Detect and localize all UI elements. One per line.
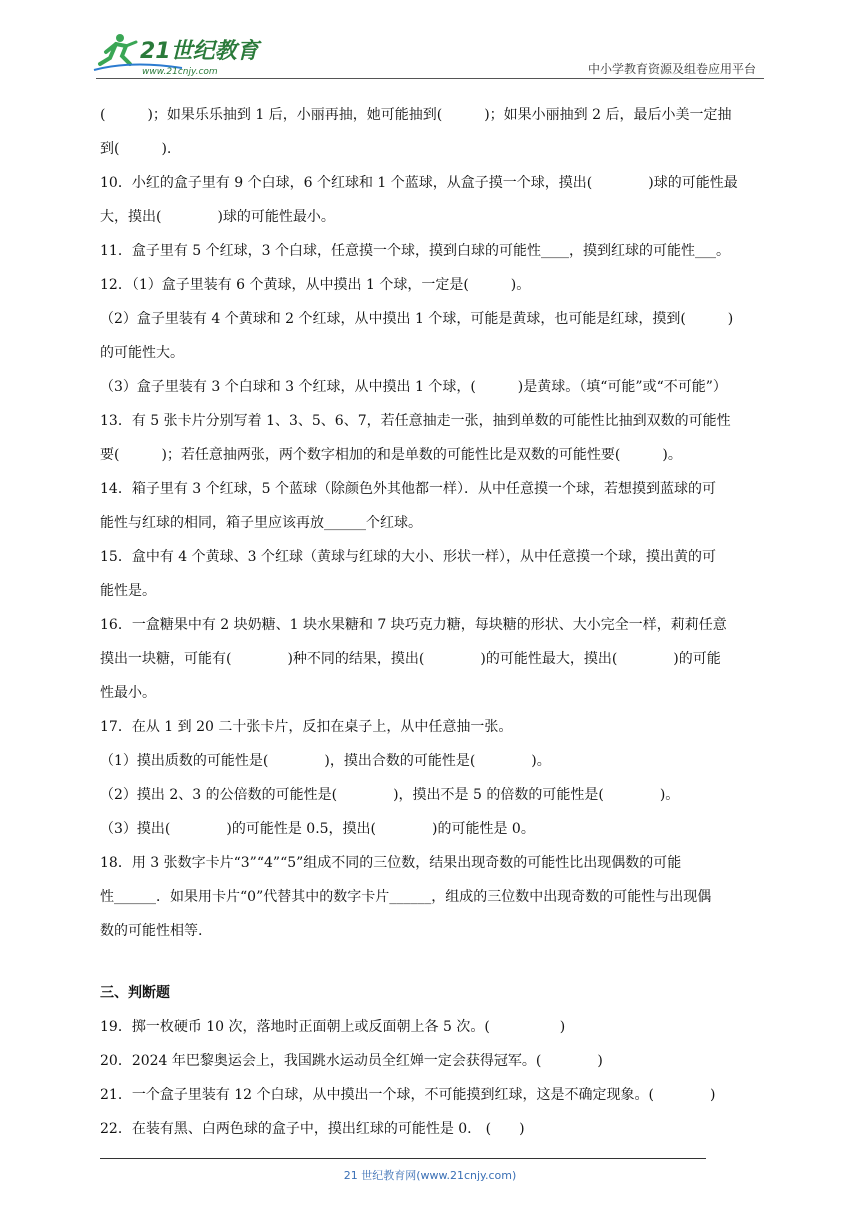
text-line: 16．一盒糖果中有 2 块奶糖、1 块水果糖和 7 块巧克力糖，每块糖的形状、大小完全一样，莉莉任意 xyxy=(100,617,727,633)
header-divider xyxy=(96,78,764,79)
text-line: 性最小。 xyxy=(100,685,156,701)
logo-title: 21世纪教育 xyxy=(140,39,259,64)
text-line: （1）摸出质数的可能性是( )，摸出合数的可能性是( )。 xyxy=(100,753,551,769)
text-line: 能性是。 xyxy=(100,583,156,599)
text-line: 13．有 5 张卡片分别写着 1、3、5、6、7，若任意抽走一张，抽到单数的可能性比抽到双数的可能性 xyxy=(100,413,731,429)
text-line: 14．箱子里有 3 个红球，5 个蓝球（除颜色外其他都一样）．从中任意摸一个球，若想摸到蓝球的可 xyxy=(100,481,716,497)
text-line: 到( ). xyxy=(100,141,172,157)
text-line: 摸出一块糖，可能有( )种不同的结果，摸出( )的可能性最大，摸出( )的可能 xyxy=(100,651,721,667)
footer-link[interactable]: 21 世纪教育网(www.21cnjy.com) xyxy=(343,1169,517,1182)
page-header xyxy=(0,0,860,90)
text-line: 18．用 3 张数字卡片“3”“4”“5”组成不同的三位数，结果出现奇数的可能性比出现偶数的可能 xyxy=(100,855,682,871)
text-line: 10．小红的盒子里有 9 个白球，6 个红球和 1 个蓝球，从盒子摸一个球，摸出( )球的可能性最 xyxy=(100,175,738,191)
logo xyxy=(92,30,262,78)
text-line: （3）摸出( )的可能性是 0.5，摸出( )的可能性是 0。 xyxy=(100,821,535,837)
judge-line: 19．掷一枚硬币 10 次，落地时正面朝上或反面朝上各 5 次。( ) xyxy=(100,1019,566,1035)
judge-line: 22．在装有黑、白两色球的盒子中，摸出红球的可能性是 0. ( ) xyxy=(100,1121,525,1137)
question-content xyxy=(100,98,764,1146)
text-line: （2）盒子里装有 4 个黄球和 2 个红球，从中摸出 1 个球，可能是黄球，也可能是红球，摸到( ) xyxy=(100,311,734,327)
text-line: 17．在从 1 到 20 二十张卡片，反扣在桌子上，从中任意抽一张。 xyxy=(100,719,513,735)
text-line: 大，摸出( )球的可能性最小。 xyxy=(100,209,335,225)
text-line: ( )；如果乐乐抽到 1 后，小丽再抽，她可能抽到( )；如果小丽抽到 2 后，最后小美一定抽 xyxy=(100,107,732,123)
section-title: 三、判断题 xyxy=(100,985,170,1001)
judge-line: 20．2024 年巴黎奥运会上，我国跳水运动员全红婵一定会获得冠军。( ) xyxy=(100,1053,603,1069)
text-line: （3）盒子里装有 3 个白球和 3 个红球，从中摸出 1 个球，( )是黄球。（填“可能”或“不可能”） xyxy=(100,379,727,395)
text-line: 性______．如果用卡片“0”代替其中的数字卡片______，组成的三位数中出现奇数的可能性与出现偶 xyxy=(100,889,712,905)
text-line: 15．盒中有 4 个黄球、3 个红球（黄球与红球的大小、形状一样），从中任意摸一个球，摸出黄的可 xyxy=(100,549,716,565)
text-line: 12．（1）盒子里装有 6 个黄球，从中摸出 1 个球，一定是( )。 xyxy=(100,277,531,293)
text-line: 要( )；若任意抽两张，两个数字相加的和是单数的可能性比是双数的可能性要( )。 xyxy=(100,447,682,463)
text-line: 能性与红球的相同，箱子里应该再放______个红球。 xyxy=(100,515,422,531)
footer-divider xyxy=(100,1158,706,1159)
text-line: 数的可能性相等. xyxy=(100,923,203,939)
platform-label: 中小学教育资源及组卷应用平台 xyxy=(587,62,756,76)
text-line: （2）摸出 2、3 的公倍数的可能性是( )，摸出不是 5 的倍数的可能性是( )。 xyxy=(100,787,680,803)
text-line: 11．盒子里有 5 个红球，3 个白球，任意摸一个球，摸到白球的可能性____，摸到红球的可能性___。 xyxy=(100,243,730,259)
text-line: 的可能性大。 xyxy=(100,345,184,361)
logo-url: www.21cnjy.com xyxy=(142,67,218,77)
judge-line: 21．一个盒子里装有 12 个白球，从中摸出一个球，不可能摸到红球，这是不确定现象。( ) xyxy=(100,1087,716,1103)
